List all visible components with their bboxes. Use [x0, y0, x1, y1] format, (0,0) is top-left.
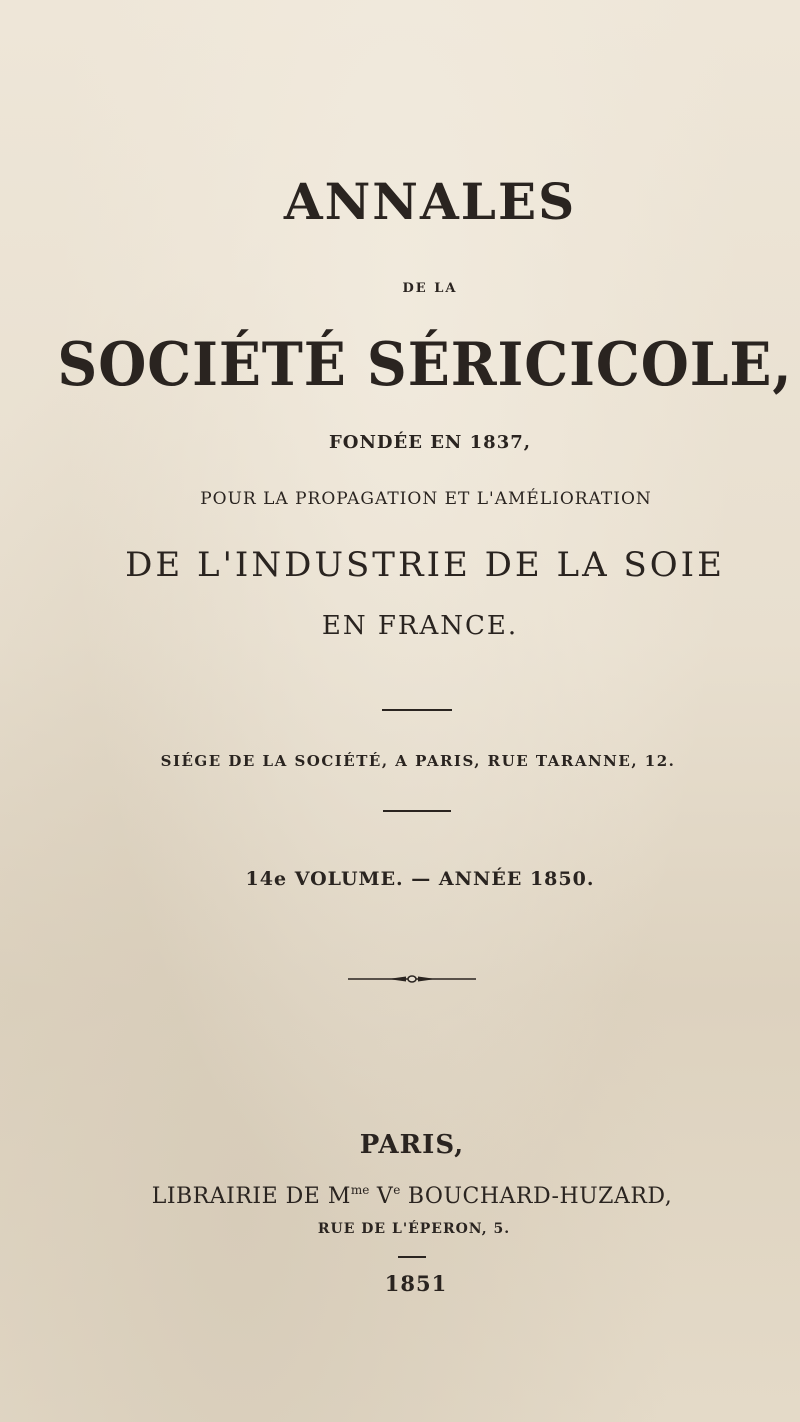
country-text: EN FRANCE.	[321, 611, 519, 641]
publisher-suffix: BOUCHARD-HUZARD,	[400, 1184, 673, 1209]
society-seat: SIÉGE DE LA SOCIÉTÉ, A PARIS, RUE TARANNE, 12.	[160, 752, 676, 770]
publisher-prefix: LIBRAIRIE DE M	[151, 1184, 351, 1209]
founded-text: FONDÉE EN 1837,	[328, 432, 532, 453]
volume-year: 14e VOLUME. — ANNÉE 1850.	[245, 868, 595, 890]
purpose-text: POUR LA PROPAGATION ET L'AMÉLIORATION	[200, 489, 652, 509]
publisher	[12, 1183, 800, 1209]
publisher-mid: V	[369, 1184, 394, 1209]
publisher-address: RUE DE L'ÉPERON, 5.	[317, 1221, 511, 1237]
divider-rule-bottom	[398, 1256, 426, 1258]
publisher-mme-superscript: me	[350, 1183, 370, 1197]
main-title: ANNALES	[283, 172, 577, 231]
industry-text: DE L'INDUSTRIE DE LA SOIE	[125, 545, 725, 585]
divider-rule-top	[382, 709, 452, 711]
publication-city: PARIS,	[359, 1130, 465, 1160]
society-name: SOCIÉTÉ SÉRICICOLE,	[57, 330, 793, 400]
ornament-divider-icon	[348, 972, 476, 986]
de-la-text: DE LA	[402, 281, 458, 296]
divider-rule-middle	[383, 810, 451, 812]
publication-year: 1851	[384, 1271, 448, 1296]
publisher-ve-superscript: e	[393, 1183, 401, 1197]
